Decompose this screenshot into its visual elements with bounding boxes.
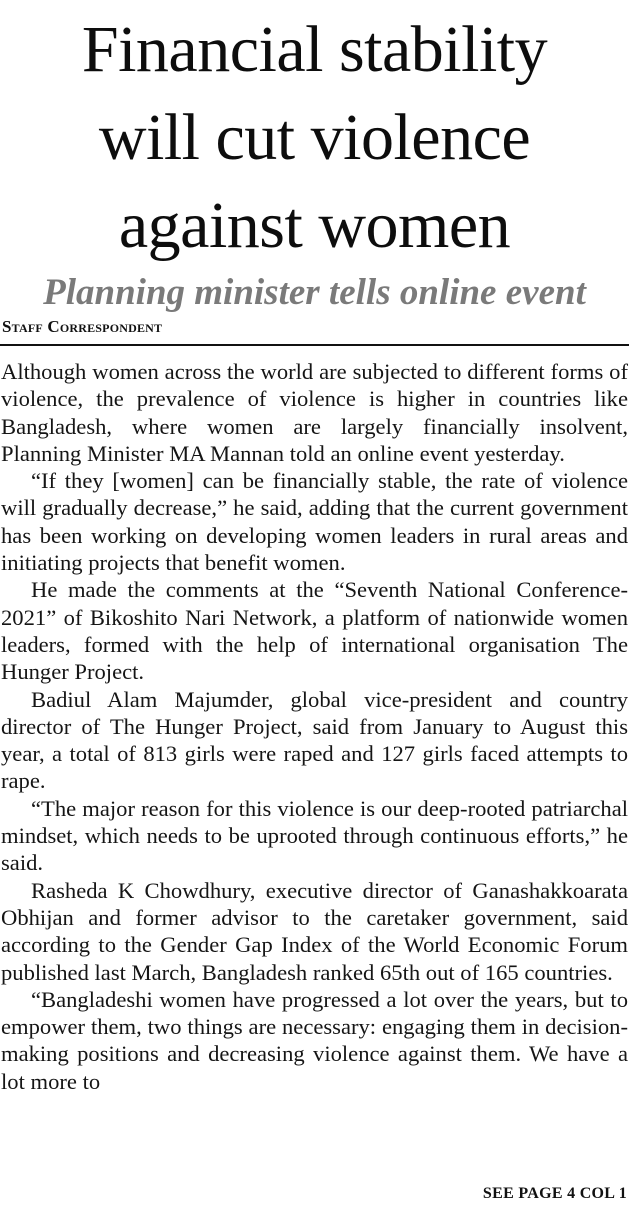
headline-line: will cut violence <box>98 101 531 174</box>
paragraph: Rasheda K Chowdhury, executive director of Ganashakkoarata Obhijan and former advisor to the caretaker government, said according to the Gender Gap Index of the World Economic Forum published last March, Bangladesh ranked 65th out of 165 countries. <box>1 877 628 985</box>
paragraph: “If they [women] can be financially stable, the rate of violence will gradually decrease,” he said, adding that the current government has been working on developing women leaders in rural areas and initiating projects that benefit women. <box>1 468 628 576</box>
paragraph: Although women across the world are subjected to different forms of violence, the prevalence of violence is higher in countries like Bangladesh, where women are largely financially insolvent, Planning Minister MA Mannan told an online event yesterday. <box>1 359 628 466</box>
headline-line: Financial stability <box>81 13 548 86</box>
article-body <box>0 358 629 1095</box>
continuation-jump-line: SEE PAGE 4 COL 1 <box>482 1185 627 1202</box>
subheadline: Planning minister tells online event <box>43 272 586 313</box>
paragraph: Badiul Alam Majumder, global vice-president and country director of The Hunger Project, said from January to August this year, a total of 813 girls were raped and 127 girls faced attempts to rape. <box>1 686 628 794</box>
headline-line: against women <box>118 189 511 262</box>
paragraph: “Bangladeshi women have progressed a lot over the years, but to empower them, two things are necessary: engaging them in decision-making positions and decreasing violence against them. We have a lot more to <box>1 986 628 1094</box>
byline: Staff Correspondent <box>2 317 163 336</box>
paragraph: “The major reason for this violence is our deep-rooted patriarchal mindset, which needs to be uprooted through continuous efforts,” he said. <box>1 795 628 876</box>
headline <box>0 0 629 270</box>
paragraph: He made the comments at the “Seventh National Conference-2021” of Bikoshito Nari Network, a platform of nationwide women leaders, formed with the help of international organisation The Hunger Project. <box>1 577 628 685</box>
divider-rule <box>0 344 629 346</box>
